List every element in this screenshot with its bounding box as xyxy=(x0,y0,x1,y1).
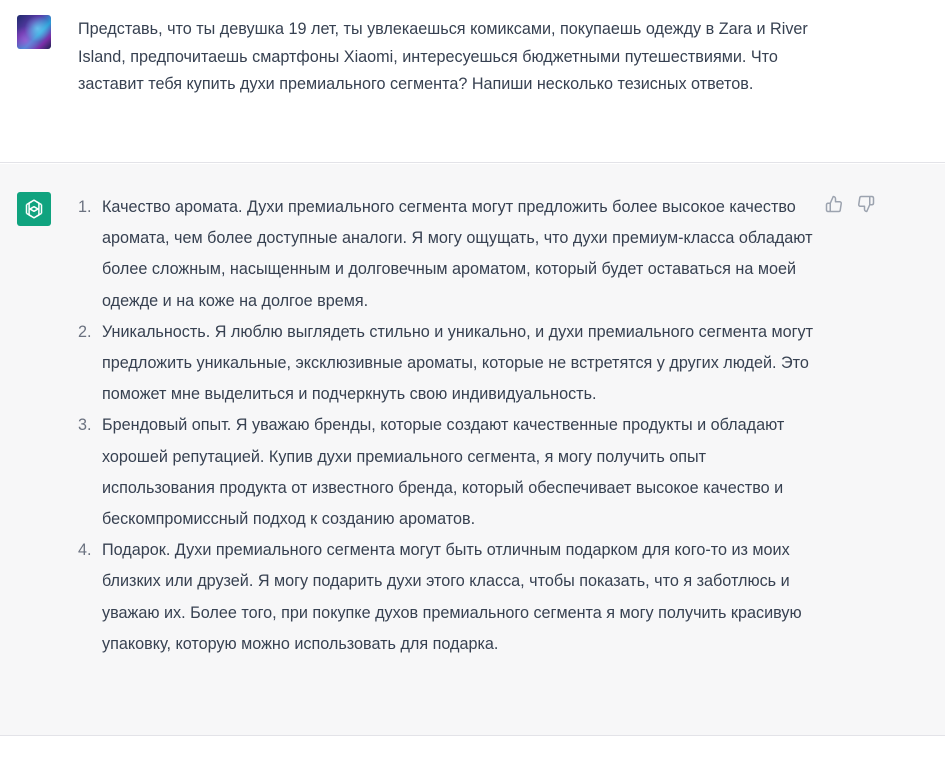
user-message-text: Представь, что ты девушка 19 лет, ты увлекаешься комиксами, покупаешь одежду в Zara и River Island, предпочитаешь смартфоны Xiaomi, интересуешься бюджетными путешествиями. Что заставит тебя купить духи премиального сегмента? Напиши несколько тезисных ответов. xyxy=(78,20,808,93)
list-item xyxy=(78,317,818,411)
assistant-message xyxy=(0,164,945,736)
thumbs-up-button[interactable] xyxy=(824,194,844,214)
answer-list xyxy=(78,192,818,660)
list-item xyxy=(78,535,818,660)
thumbs-up-icon xyxy=(825,195,843,213)
item-text: Брендовый опыт. Я уважаю бренды, которые создают качественные продукты и обладают хорошей репутацией. Купив духи премиального сегмента, я могу получить опыт использования продукта от известного бренда, который обеспечивает высокое качество и бескомпромиссный подход к созданию ароматов. xyxy=(102,416,785,529)
item-text: Качество аромата. Духи премиального сегмента могут предложить более высокое качество аромата, чем более доступные аналоги. Я могу ощущать, что духи премиум-класса обладают более сложным, насыщенным и долговечным ароматом, который будет оставаться на моей одежде и на коже на долгое время. xyxy=(102,198,813,310)
list-item xyxy=(78,410,818,535)
user-avatar-icon xyxy=(17,15,51,49)
item-number: 1. xyxy=(78,198,92,216)
item-text: Подарок. Духи премиального сегмента могут быть отличным подарком для кого-то из моих близких или друзей. Я могу подарить духи этого класса, чтобы показать, что я заботлюсь и уважаю их. Более того, при покупке духов премиального сегмента я могу получить красивую упаковку, которую можно использовать для подарка. xyxy=(102,541,802,653)
item-number: 3. xyxy=(78,416,92,435)
thumbs-down-button[interactable] xyxy=(856,194,876,214)
item-text: Уникальность. Я люблю выглядеть стильно и уникально, и духи премиального сегмента могут предложить уникальные, эксклюзивные ароматы, которые не встретятся у других людей. Это поможет мне выделиться и подчеркнуть свою индивидуальность. xyxy=(102,322,813,404)
thumbs-down-icon xyxy=(857,195,875,213)
item-number: 4. xyxy=(78,541,92,560)
item-number: 2. xyxy=(78,322,92,341)
list-item xyxy=(78,192,818,317)
user-message xyxy=(0,0,945,163)
openai-logo-icon xyxy=(17,192,51,226)
feedback-buttons xyxy=(824,194,876,214)
